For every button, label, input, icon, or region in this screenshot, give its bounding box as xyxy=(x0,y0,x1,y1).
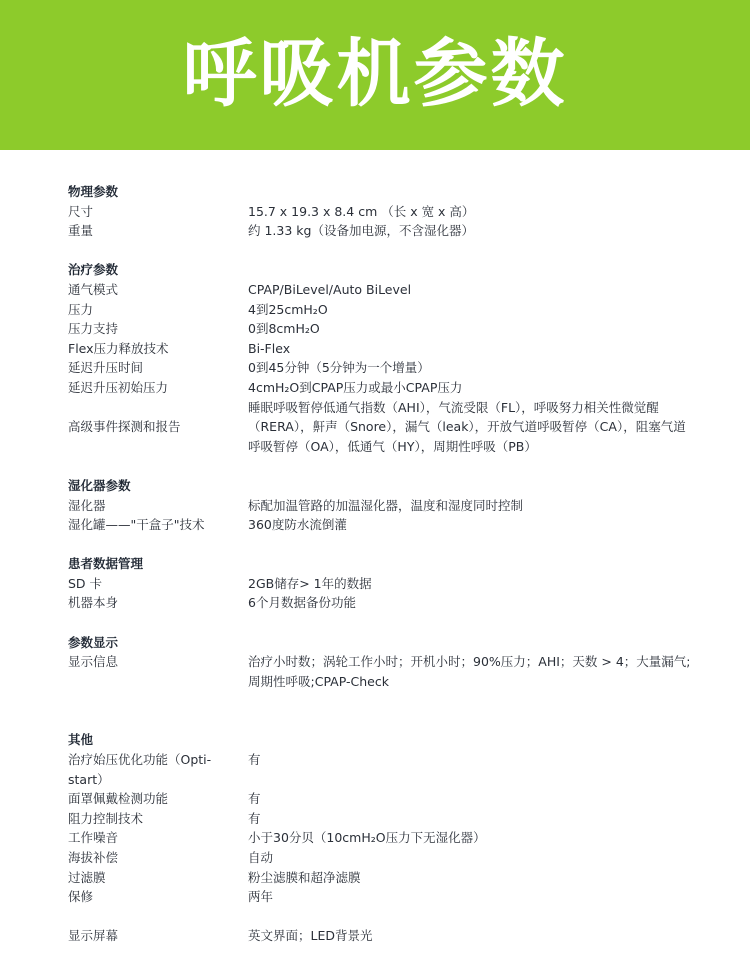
spec-label: 显示屏幕 xyxy=(68,928,119,944)
spec-value: 360度防水流倒灌 xyxy=(248,517,347,533)
spacer xyxy=(68,613,708,633)
spec-value: 治疗小时数；涡轮工作小时；开机小时；90%压力；AHI；天数 > 4；大量漏气;周期性呼吸;CPAP-Check xyxy=(248,654,691,689)
spec-value: 英文界面；LED背景光 xyxy=(248,928,373,944)
spec-label: 延迟升压初始压力 xyxy=(68,379,169,395)
spec-label: 湿化器 xyxy=(68,497,106,513)
spec-row xyxy=(68,750,708,789)
spec-label: 尺寸 xyxy=(68,203,94,219)
spec-value: 0到45分钟（5分钟为一个增量） xyxy=(248,360,430,376)
spec-row xyxy=(68,789,708,809)
spec-label: 机器本身 xyxy=(68,595,119,611)
spec-row xyxy=(68,574,708,594)
spec-row xyxy=(68,319,708,339)
spec-label: 工作噪音 xyxy=(68,830,119,846)
spec-row xyxy=(68,593,708,613)
spec-row xyxy=(68,339,708,359)
spec-value: 6个月数据备份功能 xyxy=(248,595,356,611)
section-title: 其他 xyxy=(68,732,94,748)
section-title: 物理参数 xyxy=(68,184,119,199)
spec-value: 粉尘滤膜和超净滤膜 xyxy=(248,869,361,885)
spec-sheet xyxy=(68,182,708,946)
spec-value: 有 xyxy=(248,791,261,807)
spec-label: 通气模式 xyxy=(68,281,119,297)
spec-value: （RERA），鼾声（Snore），漏气（leak），开放气道呼吸暂停（CA），阻塞气道呼吸暂停（OA），低通气（HY），周期性呼吸（PB） xyxy=(248,419,686,454)
section-display-params xyxy=(68,633,708,692)
spec-value: 小于30分贝（10cmH₂O压力下无湿化器） xyxy=(248,830,486,846)
spec-row xyxy=(68,887,708,907)
section-physical xyxy=(68,182,708,241)
spec-label: 过滤膜 xyxy=(68,869,106,885)
section-other xyxy=(68,730,708,906)
section-title: 治疗参数 xyxy=(68,262,119,278)
spec-row xyxy=(68,398,708,418)
spec-label: 保修 xyxy=(68,889,94,905)
spec-value: 睡眠呼吸暂停低通气指数（AHI），气流受限（FL），呼吸努力相关性微觉醒 xyxy=(248,399,659,415)
spec-row xyxy=(68,848,708,868)
spec-row xyxy=(68,417,708,456)
spacer xyxy=(68,907,708,927)
spec-label: SD 卡 xyxy=(68,575,103,591)
spec-row xyxy=(68,515,708,535)
spec-label: Flex压力释放技术 xyxy=(68,340,169,356)
spec-row xyxy=(68,280,708,300)
spec-row xyxy=(68,828,708,848)
spacer xyxy=(68,691,708,730)
spec-value: 约 1.33 kg（设备加电源，不含湿化器） xyxy=(248,223,474,239)
spec-value: 自动 xyxy=(248,850,274,865)
header-banner xyxy=(0,0,750,150)
section-patient-data xyxy=(68,554,708,613)
spec-value: 2GB储存> 1年的数据 xyxy=(248,575,372,591)
spec-value: 标配加温管路的加温湿化器，温度和湿度同时控制 xyxy=(248,497,524,513)
spec-label: 高级事件探测和报告 xyxy=(68,419,181,435)
spec-row xyxy=(68,300,708,320)
section-therapy xyxy=(68,260,708,456)
spacer xyxy=(68,535,708,555)
spec-row xyxy=(68,496,708,516)
spec-value: 4cmH₂O到CPAP压力或最小CPAP压力 xyxy=(248,379,463,395)
spec-label: 面罩佩戴检测功能 xyxy=(68,791,169,807)
section-title: 湿化器参数 xyxy=(68,477,131,493)
spec-label: 治疗始压优化功能（Opti-start） xyxy=(68,752,212,787)
spec-row xyxy=(68,378,708,398)
spec-label xyxy=(68,398,248,418)
spec-label: 湿化罐——"干盒子"技术 xyxy=(68,517,205,533)
spec-label: 阻力控制技术 xyxy=(68,810,144,826)
spec-label: 海拔补偿 xyxy=(68,850,119,865)
section-humidifier xyxy=(68,476,708,535)
spec-value: 4到25cmH₂O xyxy=(248,301,328,317)
spec-row xyxy=(68,202,708,222)
spec-value: 15.7 x 19.3 x 8.4 cm （长 x 宽 x 高） xyxy=(248,203,475,219)
spec-row xyxy=(68,652,708,691)
spec-label: 压力支持 xyxy=(68,321,119,337)
spec-row-display-screen xyxy=(68,926,708,946)
spec-label: 重量 xyxy=(68,223,94,239)
section-title: 患者数据管理 xyxy=(68,556,144,572)
section-title: 参数显示 xyxy=(68,634,119,650)
page-title: 呼吸机参数 xyxy=(182,31,568,117)
spacer xyxy=(68,456,708,476)
spec-row xyxy=(68,221,708,241)
spec-label: 压力 xyxy=(68,301,94,317)
spec-row xyxy=(68,358,708,378)
spec-value: 有 xyxy=(248,752,261,768)
spec-value: CPAP/BiLevel/Auto BiLevel xyxy=(248,281,412,297)
spec-row xyxy=(68,809,708,829)
spec-value: 两年 xyxy=(248,889,274,905)
spec-value: 0到8cmH₂O xyxy=(248,321,320,337)
spec-label: 延迟升压时间 xyxy=(68,360,144,376)
spec-row xyxy=(68,868,708,888)
spec-value: 有 xyxy=(248,810,261,826)
spec-label: 显示信息 xyxy=(68,654,119,670)
spacer xyxy=(68,241,708,261)
spec-value: Bi-Flex xyxy=(248,340,291,356)
